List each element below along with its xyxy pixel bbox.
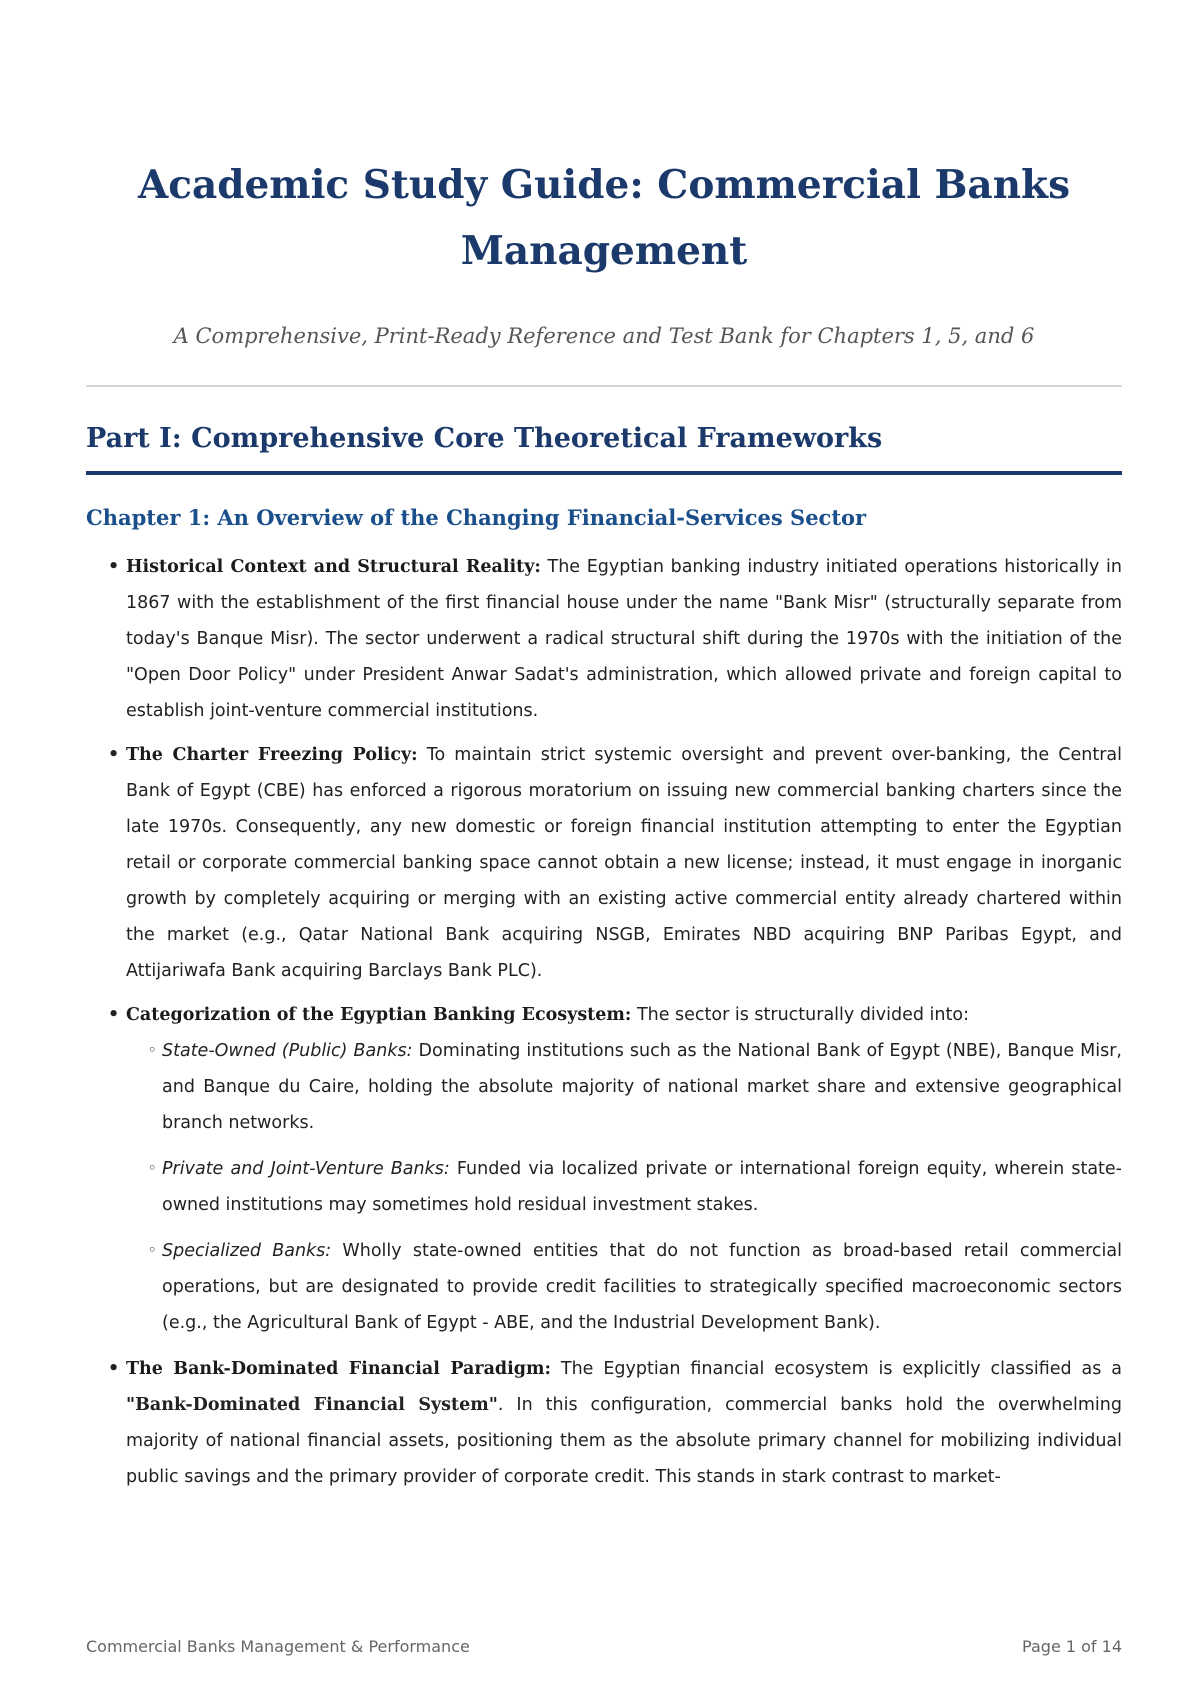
document-title bbox=[86, 152, 1122, 284]
list-item bbox=[86, 1351, 1122, 1495]
sub-bullet-text: Wholly state-owned entities that do not function as broad-based retail commercial operations, but are designated to provide credit facilities to strategically specified macroeconomic sectors (e.g., the Agricultural Bank of Egypt - ABE, and the Industrial Development Bank). bbox=[162, 1241, 1122, 1333]
bullet-text: The sector is structurally divided into: bbox=[631, 1005, 969, 1025]
footer-page-number: Page 1 of 14 bbox=[1022, 1637, 1122, 1656]
chapter-heading: Chapter 1: An Overview of the Changing Financial-Services Sector bbox=[86, 505, 867, 530]
sub-bullet-marker: ◦ bbox=[148, 1243, 157, 1258]
bullet-term: Categorization of the Egyptian Banking Ecosystem: bbox=[126, 1005, 632, 1025]
bullet-term: The Charter Freezing Policy: bbox=[126, 745, 418, 765]
document-title-line2: Management bbox=[460, 228, 748, 274]
bullet-marker: • bbox=[108, 745, 120, 765]
sub-list-item bbox=[86, 1233, 1122, 1341]
part-heading: Part I: Comprehensive Core Theoretical Frameworks bbox=[86, 419, 1122, 475]
title-divider bbox=[86, 385, 1122, 387]
document-subtitle: A Comprehensive, Print-Ready Reference and Test Bank for Chapters 1, 5, and 6 bbox=[173, 324, 1035, 348]
chapter-bullet-list bbox=[86, 549, 1122, 1495]
sub-bullet-list bbox=[126, 1033, 1122, 1341]
footer-document-name: Commercial Banks Management & Performance bbox=[86, 1637, 470, 1656]
list-item bbox=[86, 997, 1122, 1341]
bullet-text: The Egyptian banking industry initiated operations historically in 1867 with the establishment of the first financial house under the name "Bank Misr" (structurally separate from today's Banque Misr). The sector underwent a radical structural shift during the 1970s with the initiation of the "Open Door Policy" under President Anwar Sadat's administration, which allowed private and foreign capital to establish joint-venture commercial institutions. bbox=[126, 557, 1122, 721]
sub-bullet-text: Funded via localized private or international foreign equity, wherein state-owned institutions may sometimes hold residual investment stakes. bbox=[162, 1159, 1122, 1215]
sub-list-item bbox=[86, 1151, 1122, 1223]
bullet-text-after: . In this configuration, commercial banks hold the overwhelming majority of national financial assets, positioning them as the absolute primary channel for mobilizing individual public savings and the primary provider of corporate credit. This stands in stark contrast to market- bbox=[126, 1395, 1122, 1487]
list-item bbox=[86, 737, 1122, 989]
bullet-term: Historical Context and Structural Reality: bbox=[126, 557, 541, 577]
sub-bullet-marker: ◦ bbox=[148, 1043, 157, 1058]
sub-bullet-marker: ◦ bbox=[148, 1161, 157, 1176]
document-title-line1: Academic Study Guide: Commercial Banks bbox=[137, 162, 1071, 208]
page-footer bbox=[86, 1637, 1122, 1656]
bullet-marker: • bbox=[108, 1359, 120, 1379]
sub-list-item bbox=[86, 1033, 1122, 1141]
sub-bullet-term: Specialized Banks: bbox=[162, 1241, 332, 1261]
bullet-term: The Bank-Dominated Financial Paradigm: bbox=[126, 1359, 552, 1379]
bullet-marker: • bbox=[108, 557, 120, 577]
bullet-text-before: The Egyptian financial ecosystem is explicitly classified as a bbox=[551, 1359, 1122, 1379]
page-content bbox=[86, 152, 1122, 1503]
bullet-marker: • bbox=[108, 1005, 120, 1025]
sub-bullet-text: Dominating institutions such as the National Bank of Egypt (NBE), Banque Misr, and Banque du Caire, holding the absolute majority of national market share and extensive geographical branch networks. bbox=[162, 1041, 1122, 1133]
bullet-text: To maintain strict systemic oversight and prevent over-banking, the Central Bank of Egypt (CBE) has enforced a rigorous moratorium on issuing new commercial banking charters since the late 1970s. Consequently, any new domestic or foreign financial institution attempting to enter the Egyptian retail or corporate commercial banking space cannot obtain a new license; instead, it must engage in inorganic growth by completely acquiring or merging with an existing active commercial entity already chartered within the market (e.g., Qatar National Bank acquiring NSGB, Emirates NBD acquiring BNP Paribas Egypt, and Attijariwafa Bank acquiring Barclays Bank PLC). bbox=[126, 745, 1122, 981]
bullet-strong-phrase: "Bank-Dominated Financial System" bbox=[126, 1395, 498, 1415]
sub-bullet-term: State-Owned (Public) Banks: bbox=[162, 1041, 413, 1061]
list-item bbox=[86, 549, 1122, 729]
sub-bullet-term: Private and Joint-Venture Banks: bbox=[162, 1159, 450, 1179]
